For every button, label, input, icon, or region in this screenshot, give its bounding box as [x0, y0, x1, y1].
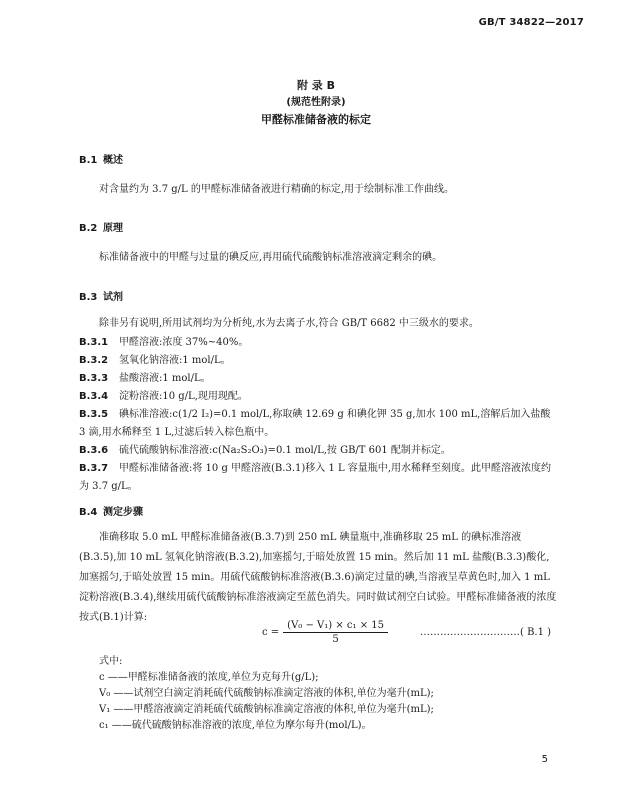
section-title: 测定步骤 — [103, 507, 143, 518]
section-b2-heading — [79, 219, 123, 234]
variable-definition: c ——甲醛标准储备液的浓度,单位为克每升(g/L); — [99, 672, 319, 683]
annex-normative-note: (规范性附录) — [286, 97, 346, 108]
formula-numerator: (V₀ − V₁) × c₁ × 15 — [283, 620, 388, 633]
section-b1-heading — [79, 151, 123, 166]
annex-title: 附 录 B — [296, 79, 336, 92]
annex-main-title: 甲醛标准储备液的标定 — [261, 113, 371, 126]
section-b4-heading — [79, 503, 143, 518]
list-item-b36: B.3.6 硫代硫酸钠标准溶液:c(Na₂S₂O₃)=0.1 mol/L,按 GB/T 601 配制并标定。 — [79, 445, 451, 456]
list-item-b33: B.3.3 盐酸溶液:1 mol/L。 — [79, 373, 211, 384]
section-title: 试剂 — [103, 292, 123, 303]
standard-number: GB/T 34822—2017 — [478, 17, 584, 28]
list-item-b31: B.3.1 甲醛溶液:浓度 37%~40%。 — [79, 337, 249, 348]
section-b3-intro: 除非另有说明,所用试剂均为分析纯,水为去离子水,符合 GB/T 6682 中三级水的要求。 — [99, 318, 479, 329]
formula-fraction — [283, 620, 388, 645]
section-title: 概述 — [103, 155, 123, 166]
page-number: 5 — [541, 754, 548, 765]
list-item-b32: B.3.2 氢氧化钠溶液:1 mol/L。 — [79, 355, 231, 366]
section-b4-text: 准确移取 5.0 mL 甲醛标准储备液(B.3.7)到 250 mL 碘量瓶中,准确移取 25 mL 的碘标准溶液(B.3.5),加 10 mL 氢氧化钠溶液(B.3.2),加塞摇匀,于暗处放置 15 min。然后加 11 mL 盐酸(B.3.3)酸化,加塞摇匀,于暗处放置 15 min。用硫代硫酸钠标准溶液(B.3.6)滴定过量的碘,当溶液呈草黄色时,加入 1 mL 淀粉溶液(B.3.4),继续用硫代硫酸钠标准溶液滴定至蓝色消失。同时做试剂空白试验。甲醛标准储备液的浓度按式(B.1)计算: — [79, 532, 557, 623]
formula-b1 — [262, 620, 388, 645]
where-label: 式中: — [99, 656, 123, 667]
variable-definition: V₁ ——甲醛溶液滴定消耗硫代硫酸钠标准滴定溶液的体积,单位为毫升(mL); — [99, 704, 434, 715]
section-b3-heading — [79, 288, 123, 303]
variable-definition: V₀ ——试剂空白滴定消耗硫代硫酸钠标准滴定溶液的体积,单位为毫升(mL); — [99, 688, 434, 699]
variable-definition: c₁ ——硫代硫酸钠标准溶液的浓度,单位为摩尔每升(mol/L)。 — [99, 720, 372, 731]
section-number: B.2 — [79, 223, 98, 234]
section-b2-text: 标准储备液中的甲醛与过量的碘反应,再用硫代硫酸钠标准溶液滴定剩余的碘。 — [99, 252, 443, 263]
formula-label: …………………………( B.1 ) — [420, 627, 552, 638]
section-number: B.1 — [79, 155, 98, 166]
section-title: 原理 — [103, 223, 123, 234]
section-b1-text: 对含量约为 3.7 g/L 的甲醛标准储备液进行精确的标定,用于绘制标准工作曲线。 — [99, 184, 455, 195]
section-number: B.4 — [79, 507, 98, 518]
formula-denominator: 5 — [332, 634, 339, 645]
section-number: B.3 — [79, 292, 98, 303]
list-item-b37: B.3.7 甲醛标准储备液:将 10 g 甲醛溶液(B.3.1)移入 1 L 容量瓶中,用水稀释至刻度。此甲醛溶液浓度约为 3.7 g/L。 — [79, 463, 551, 492]
list-item-b34: B.3.4 淀粉溶液:10 g/L,现用现配。 — [79, 391, 248, 402]
list-item-b35: B.3.5 碘标准溶液:c(1/2 I₂)=0.1 mol/L,称取碘 12.69 g 和碘化钾 35 g,加水 100 mL,溶解后加入盐酸 3 滴,用水稀释至 1 L,过滤后转入棕色瓶中。 — [79, 409, 551, 438]
formula-lhs: c = — [262, 627, 280, 638]
